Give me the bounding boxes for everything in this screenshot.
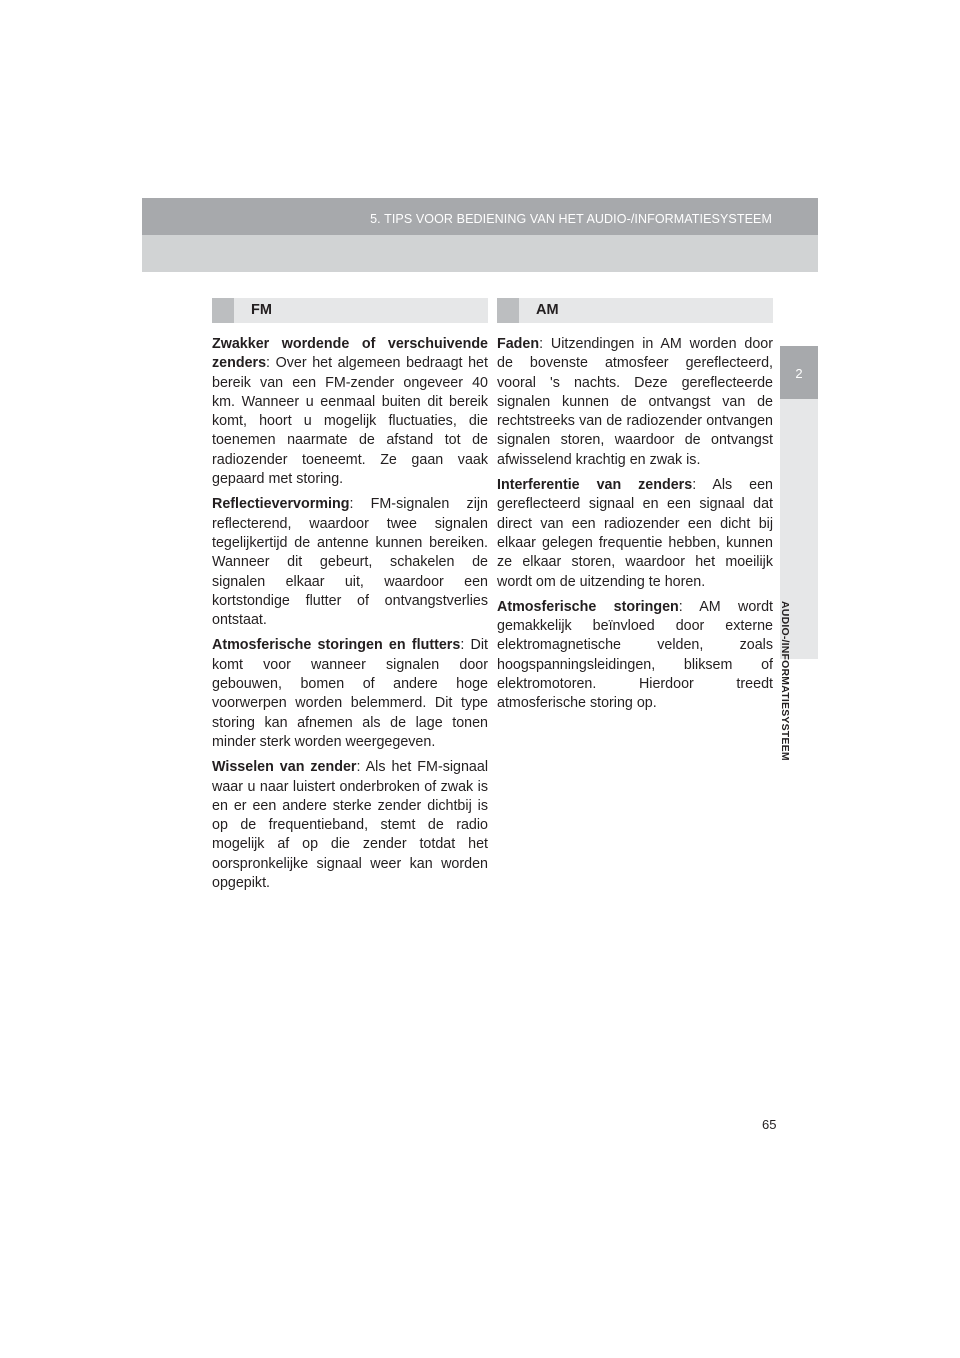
paragraph-text: : AM wordt gemakkelijk beïnvloed door externe elektromagnetische velden, zoals hoogspanningsleidingen, bliksem of elektromotoren. Hierdoor treedt atmosferische storing op.	[497, 598, 773, 712]
section-marker	[212, 298, 234, 323]
section-marker	[497, 298, 519, 323]
header-band-lower	[142, 235, 818, 272]
paragraph-text: : FM-signalen zijn reflecterend, waardoor twee signalen tegelijkertijd de antenne kunnen bereiken. Wanneer dit gebeurt, schakelen de signalen elkaar uit, waardoor een kortstondige flutter of ontvangstverlies ontstaat.	[212, 496, 488, 629]
chapter-label: AUDIO-/INFORMATIESYSTEEM	[779, 601, 791, 761]
paragraph-text: : Als een gereflecteerd signaal en een signaal dat direct van een radiozender een dicht bij elkaar gelegen frequentie hebben, kunnen ze elkaar storen, waardoor het moeilijk wordt om de uitzending te horen.	[497, 477, 773, 590]
paragraph	[497, 598, 773, 714]
paragraph-text: : Uitzendingen in AM worden door de bovenste atmosfeer gereflecteerd, vooral 's nachts. Deze gereflecteerde signalen kunnen de ontvangst van de rechtstreeks van de radiozender ontvangen signalen storen, waardoor de ontvangst afwisselend krachtig en zwak is.	[497, 336, 773, 468]
section-header-fm	[212, 298, 488, 323]
paragraph-text: : Als het FM-signaal waar u naar luistert onderbroken of zwak is en er een andere sterke zender dichtbij is op de frequentieband, stemt de radio mogelijk af op die zender totdat het oorspronkelijke signaal weer kan worden opgepikt.	[212, 759, 489, 892]
paragraph-text: : Dit komt voor wanneer signalen door gebouwen, bomen of andere hoge voorwerpen worden belemmerd. Dit type storing kan afnemen als de lage tonen minder sterk worden weergegeven.	[212, 637, 488, 750]
term: Atmosferische storingen en flutters	[212, 637, 461, 654]
section-title: FM	[251, 302, 272, 318]
paragraph	[497, 335, 773, 470]
term: Faden	[497, 336, 540, 352]
header-band	[142, 198, 818, 235]
paragraph	[497, 476, 773, 592]
term: Atmosferische storingen	[497, 598, 679, 615]
term: Interferentie van zenders	[497, 477, 693, 494]
paragraph	[212, 636, 488, 752]
chapter-number: 2	[795, 366, 803, 381]
term: Reflectievervorming	[212, 496, 350, 513]
am-column	[497, 298, 773, 720]
section-header-am	[497, 298, 773, 323]
chapter-section-title: 5. TIPS VOOR BEDIENING VAN HET AUDIO-/INFORMATIESYSTEEM	[370, 212, 772, 226]
paragraph	[212, 335, 488, 489]
fm-column	[212, 298, 488, 899]
section-title: AM	[536, 302, 559, 318]
page-number: 65	[762, 1117, 777, 1132]
paragraph	[212, 495, 488, 630]
term: Wisselen van zender	[212, 759, 357, 776]
paragraph-text: : Over het algemeen bedraagt het bereik van een FM-zender ongeveer 40 km. Wanneer u eenmaal buiten dit bereik komt, hoort u mogelijk fluctuaties, die toenemen naarmate de afstand tot de radiozender toeneemt. Ze gaan vaak gepaard met storing.	[212, 355, 488, 488]
term: Zwakker wordende of verschuivende zenders	[212, 336, 488, 372]
paragraph	[212, 758, 488, 893]
chapter-tab	[780, 346, 818, 399]
